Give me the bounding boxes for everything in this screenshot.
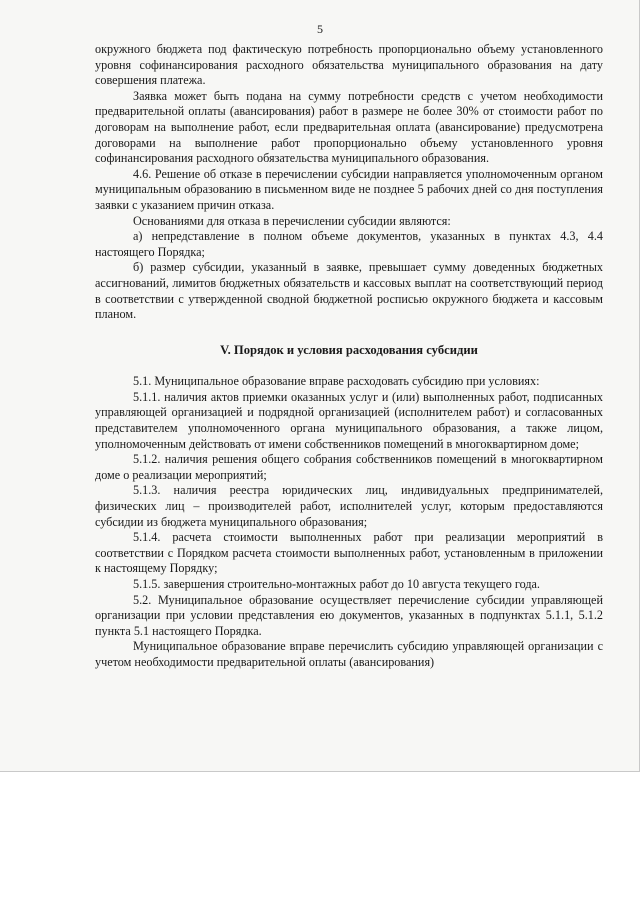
- paragraph: а) непредставление в полном объеме документов, указанных в пунктах 4.3, 4.4 настоящего Порядка;: [95, 229, 603, 259]
- paragraph: Заявка может быть подана на сумму потребности средств с учетом необходимости предварительной оплаты (авансирования) работ в размере не более 30% от стоимости работ по договорам на выполнение работ, если предварительная оплата (авансирование) предусмотрена договорами на выполнение работ пропорционально объему установленного уровня софинансирования расходного обязательства муниципального образования.: [95, 88, 603, 166]
- section-4-text: [95, 42, 603, 323]
- paragraph: Основаниями для отказа в перечислении субсидии являются:: [133, 213, 451, 228]
- document-body: [95, 42, 603, 671]
- page-number: 5: [317, 22, 323, 36]
- paragraph: 5.1.3. наличия реестра юридических лиц, индивидуальных предпринимателей, физических лиц – производителей работ, исполнителей услуг, которым предоставляются субсидии из бюджета муниципального образования;: [95, 483, 603, 529]
- section-5-text: [95, 374, 603, 670]
- paragraph: окружного бюджета под фактическую потребность пропорционально объему установленного уровня софинансирования расходного обязательства муниципального образования на дату совершения платежа.: [95, 42, 603, 88]
- paragraph: 5.1.4. расчета стоимости выполненных работ при реализации мероприятий в соответствии с Порядком расчета стоимости выполненных работ, установленным в приложении к настоящему Порядку;: [95, 530, 603, 576]
- paragraph: б) размер субсидии, указанный в заявке, превышает сумму доведенных бюджетных ассигнований, лимитов бюджетных обязательств и кассовых выплат на соответствующий период в соответствии с утвержденной сводной бюджетной росписью окружного бюджета и кассовым планом.: [95, 260, 603, 322]
- paragraph: 4.6. Решение об отказе в перечислении субсидии направляется уполномоченным органом муниципальным образованию в письменном виде не позднее 5 рабочих дней со дня поступления заявки с указанием причин отказа.: [95, 166, 603, 212]
- paragraph: 5.2. Муниципальное образование осуществляет перечисление субсидии управляющей организации при условии представления ею документов, указанных в подпунктах 5.1.1, 5.1.2 пункта 5.1 настоящего Порядка.: [95, 592, 603, 638]
- section-heading: V. Порядок и условия расходования субсидии: [220, 342, 478, 357]
- paragraph: 5.1.2. наличия решения общего собрания собственников помещений в многоквартирном доме о реализации мероприятий;: [95, 452, 603, 482]
- paragraph: 5.1.1. наличия актов приемки оказанных услуг и (или) выполненных работ, подписанных управляющей организацией и подрядной организацией (исполнителем работ) и согласованных представителем уполномоченного органа муниципального образования, а также лицом, уполномоченным действовать от имени собственников помещений в многоквартирном доме;: [95, 389, 603, 451]
- paragraph: Муниципальное образование вправе перечислить субсидию управляющей организации с учетом необходимости предварительной оплаты (авансирования): [95, 639, 603, 669]
- paragraph: 5.1.5. завершения строительно-монтажных работ до 10 августа текущего года.: [133, 577, 540, 591]
- paragraph: 5.1. Муниципальное образование вправе расходовать субсидию при условиях:: [133, 374, 540, 389]
